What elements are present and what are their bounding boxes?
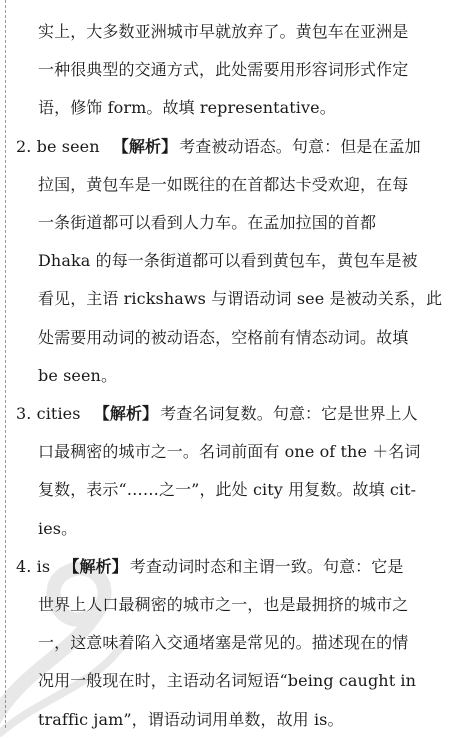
item4-answer: is xyxy=(36,556,51,576)
item3-answer: cities xyxy=(36,404,81,423)
item2-analysis-tag: 【解析】 xyxy=(112,136,178,156)
item4-number: 4. xyxy=(16,556,32,576)
item2-line-6: 处需要用动词的被动语态，空格前有情态动词。故填 xyxy=(38,327,409,347)
item4-first-line xyxy=(16,557,403,577)
item3-line-3: 复数，表示“……之一”，此处 city 用复数。故填 cit- xyxy=(38,480,417,500)
item3-first-line xyxy=(16,404,418,424)
item1-line-2: 一种很典型的交通方式，此处需要用形容词形式作定 xyxy=(38,60,409,80)
item2-line-7: be seen。 xyxy=(38,365,118,385)
item4-line-3: 一，这意味着陷入交通堵塞是常见的。描述现在的情 xyxy=(38,633,409,653)
item4-line-2: 世界上人口最稠密的城市之一，也是最拥挤的城市之 xyxy=(38,595,409,614)
item1-line-3: 语，修饰 form。故填 representative。 xyxy=(38,98,336,118)
item3-number: 3. xyxy=(16,404,32,423)
item1-line-1: 实上，大多数亚洲城市早就放弃了。黄包车在亚洲是 xyxy=(38,22,409,41)
item3-line-4: ies。 xyxy=(38,518,78,538)
item3-analysis-tag: 【解析】 xyxy=(93,404,159,423)
item4-analysis-tag: 【解析】 xyxy=(63,556,128,576)
item2-line-5: 看见，主语 rickshaws 与谓语动词 see 是被动关系，此 xyxy=(38,289,443,309)
item3-first-line-text: 考查名词复数。句意：它是世界上人 xyxy=(160,404,418,423)
item2-line-4: Dhaka 的每一条街道都可以看到黄包车，黄包车是被 xyxy=(38,251,418,271)
item2-answer: be seen xyxy=(36,136,100,156)
item3-line-2: 口最稠密的城市之一。名词前面有 one of the ＋名词 xyxy=(38,442,421,462)
item4-line-5: traffic jam”，谓语动词用单数，故用 is。 xyxy=(38,709,344,729)
item2-first-line xyxy=(16,137,421,157)
item2-number: 2. xyxy=(16,136,32,156)
item4-line-4: 况用一般现在时，主语动名词短语“being caught in xyxy=(38,671,417,691)
item4-first-line-text: 考查动词时态和主谓一致。句意：它是 xyxy=(129,556,404,576)
item2-line-2: 拉国，黄包车是一如既往的在首都达卡受欢迎，在每 xyxy=(38,174,409,194)
item2-first-line-text: 考查被动语态。句意：但是在孟加 xyxy=(179,136,421,156)
item2-line-3: 一条街道都可以看到人力车。在孟加拉国的首都 xyxy=(38,213,377,232)
